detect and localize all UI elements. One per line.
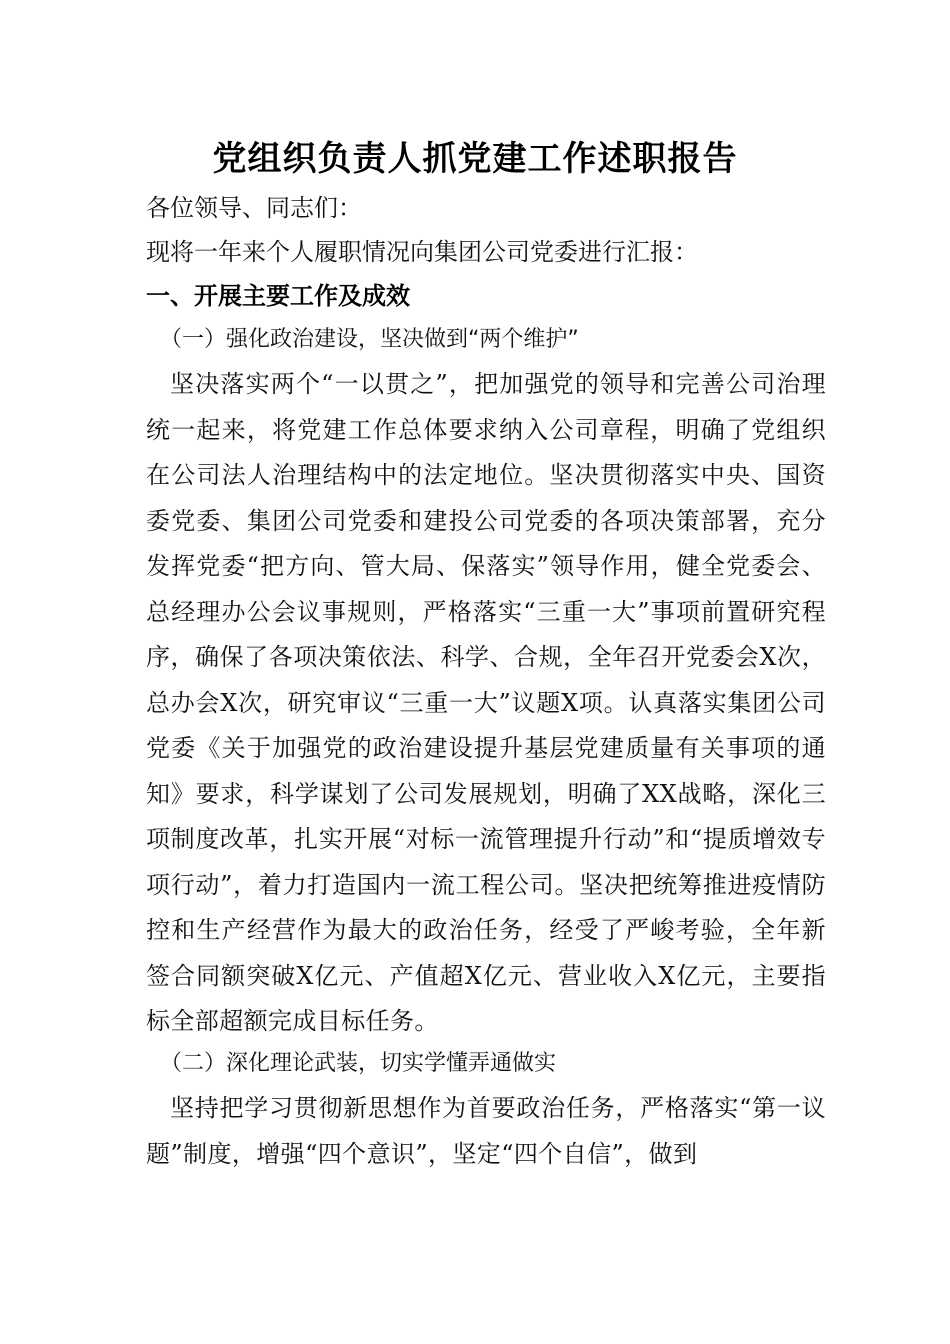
- salutation: 各位领导、同志们：: [146, 194, 362, 222]
- body-paragraph-2: 坚持把学习贯彻新思想作为首要政治任务，严格落实“第一议题”制度，增强“四个意识”，坚定“四个自信”，做到: [146, 1094, 826, 1168]
- intro-line: 现将一年来个人履职情况向集团公司党委进行汇报：: [146, 238, 698, 266]
- subsection-heading-2: （二）深化理论武装，切实学懂弄通做实: [160, 1051, 557, 1076]
- body-paragraph-1: 坚决落实两个“一以贯之”，把加强党的领导和完善公司治理统一起来，将党建工作总体要求纳入公司章程，明确了党组织在公司法人治理结构中的法定地位。坚决贯彻落实中央、国资委党委、集团公司党委和建投公司党委的各项决策部署，充分发挥党委“把方向、管大局、保落实”领导作用，健全党委会、总经理办公会议事规则，严格落实“三重一大”事项前置研究程序，确保了各项决策依法、科学、合规，全年召开党委会X次，总办会X次，研究审议“三重一大”议题X项。认真落实集团公司党委《关于加强党的政治建设提升基层党建质量有关事项的通知》要求，科学谋划了公司发展规划，明确了XX战略，深化三项制度改革，扎实开展“对标一流管理提升行动”和“提质增效专项行动”，着力打造国内一流工程公司。坚决把统筹推进疫情防控和生产经营作为最大的政治任务，经受了严峻考验，全年新签合同额突破X亿元、产值超X亿元、营业收入X亿元，主要指标全部超额完成目标任务。: [146, 370, 826, 1035]
- document-title: 党组织负责人抓党建工作述职报告: [212, 139, 738, 179]
- subsection-heading-1: （一）强化政治建设，坚决做到“两个维护”: [160, 327, 579, 352]
- section-heading: 一、开展主要工作及成效: [146, 282, 410, 310]
